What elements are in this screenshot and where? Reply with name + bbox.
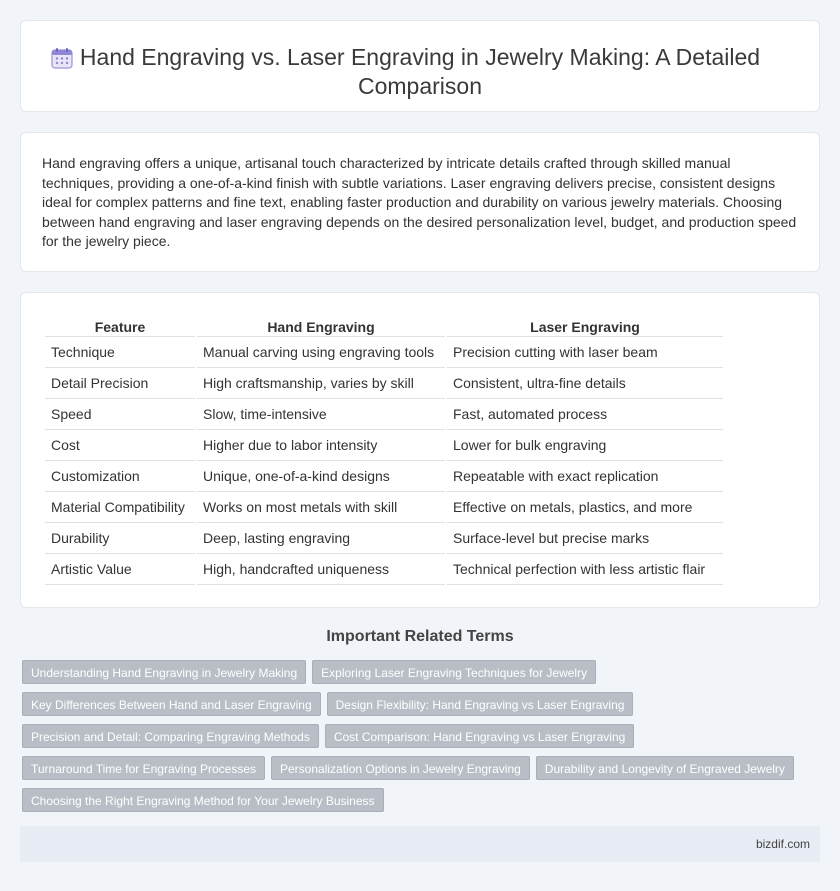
table-cell-hand: Higher due to labor intensity (197, 430, 445, 461)
table-cell-feature: Customization (45, 461, 195, 492)
table-cell-feature: Speed (45, 399, 195, 430)
related-term-tag[interactable]: Durability and Longevity of Engraved Jewelry (536, 756, 794, 780)
related-terms-title: Important Related Terms (326, 628, 514, 645)
table-cell-laser: Repeatable with exact replication (447, 461, 723, 492)
table-cell-hand: Unique, one-of-a-kind designs (197, 461, 445, 492)
intro-paragraph: Hand engraving offers a unique, artisanal touch characterized by intricate details crafted through skilled manual techniques, providing a one-of-a-kind finish with subtle variations. Laser engraving delivers precise, consistent designs ideal for complex patterns and fine text, enabling faster production and durability on various jewelry materials. Choosing between hand engraving and laser engraving depends on the desired personalization level, budget, and production speed for the jewelry piece. (42, 155, 797, 250)
related-term-tag[interactable]: Choosing the Right Engraving Method for Your Jewelry Business (22, 788, 384, 812)
related-terms-list (22, 660, 822, 812)
table-cell-laser: Surface-level but precise marks (447, 523, 723, 554)
footer-site-name: bizdif.com (755, 837, 810, 851)
table-row (45, 461, 723, 492)
footer (20, 826, 820, 862)
table-cell-feature: Technique (45, 337, 195, 368)
table-cell-laser: Effective on metals, plastics, and more (447, 492, 723, 523)
table-cell-laser: Consistent, ultra-fine details (447, 368, 723, 399)
table-cell-feature: Cost (45, 430, 195, 461)
table-cell-feature: Durability (45, 523, 195, 554)
table-cell-laser: Fast, automated process (447, 399, 723, 430)
table-cell-hand: High craftsmanship, varies by skill (197, 368, 445, 399)
table-header-feature: Feature (45, 315, 195, 337)
table-cell-hand: Works on most metals with skill (197, 492, 445, 523)
table-row (45, 554, 723, 585)
intro-card (20, 132, 820, 272)
table-row (45, 430, 723, 461)
comparison-table-card (20, 292, 820, 608)
table-cell-laser: Lower for bulk engraving (447, 430, 723, 461)
table-cell-hand: Slow, time-intensive (197, 399, 445, 430)
related-term-tag[interactable]: Personalization Options in Jewelry Engraving (271, 756, 530, 780)
related-term-tag[interactable]: Exploring Laser Engraving Techniques for Jewelry (312, 660, 596, 684)
related-term-tag[interactable]: Turnaround Time for Engraving Processes (22, 756, 265, 780)
table-header-hand: Hand Engraving (197, 315, 445, 337)
table-row (45, 492, 723, 523)
header-card (20, 20, 820, 112)
table-row (45, 337, 723, 368)
table-cell-laser: Precision cutting with laser beam (447, 337, 723, 368)
related-term-tag[interactable]: Design Flexibility: Hand Engraving vs Laser Engraving (327, 692, 634, 716)
table-cell-feature: Material Compatibility (45, 492, 195, 523)
table-row (45, 523, 723, 554)
table-row (45, 399, 723, 430)
table-header-row (45, 315, 723, 337)
table-cell-hand: Deep, lasting engraving (197, 523, 445, 554)
table-cell-feature: Artistic Value (45, 554, 195, 585)
related-term-tag[interactable]: Precision and Detail: Comparing Engraving Methods (22, 724, 319, 748)
related-term-tag[interactable]: Understanding Hand Engraving in Jewelry Making (22, 660, 306, 684)
table-header-laser: Laser Engraving (447, 315, 723, 337)
related-term-tag[interactable]: Key Differences Between Hand and Laser Engraving (22, 692, 321, 716)
table-cell-laser: Technical perfection with less artistic flair (447, 554, 723, 585)
comparison-table (43, 315, 725, 585)
page-title: Hand Engraving vs. Laser Engraving in Jewelry Making: A Detailed Comparison (79, 44, 761, 99)
table-cell-hand: Manual carving using engraving tools (197, 337, 445, 368)
table-cell-hand: High, handcrafted uniqueness (197, 554, 445, 585)
table-cell-feature: Detail Precision (45, 368, 195, 399)
table-row (45, 368, 723, 399)
related-term-tag[interactable]: Cost Comparison: Hand Engraving vs Laser Engraving (325, 724, 634, 748)
